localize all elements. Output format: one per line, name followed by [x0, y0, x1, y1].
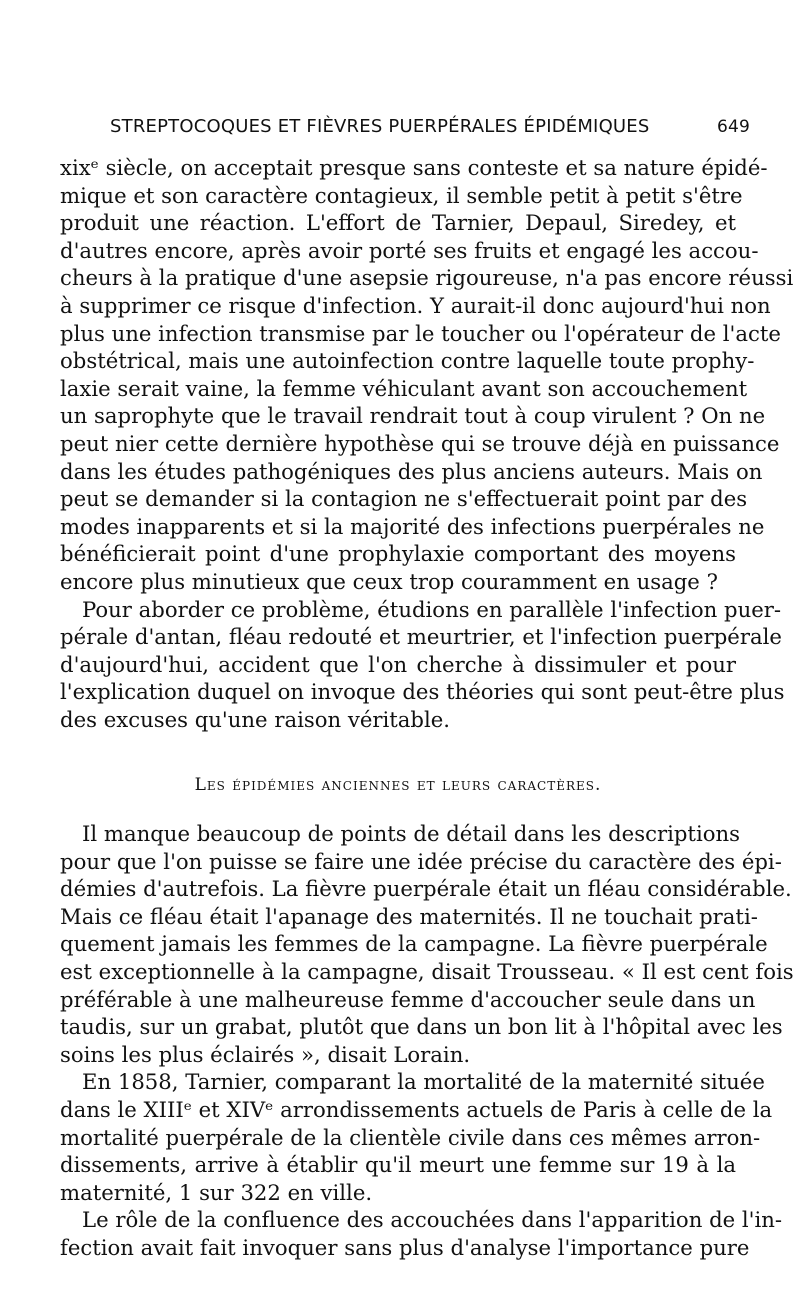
text-line: à supprimer ce risque d'infection. Y aurait-il donc aujourd'hui non — [60, 292, 771, 318]
body-text-top — [60, 154, 794, 733]
text-line: xixᵉ siècle, on acceptait presque sans conteste et sa nature épidé- — [60, 155, 768, 180]
text-line: taudis, sur un grabat, plutôt que dans un bon lit à l'hôpital avec les — [60, 1014, 783, 1040]
text-line: cheurs à la pratique d'une asepsie rigoureuse, n'a pas encore réussi — [60, 265, 794, 291]
text-line: un saprophyte que le travail rendrait tout à coup virulent ? On ne — [60, 403, 766, 429]
text-line: mortalité puerpérale de la clientèle civile dans ces mêmes arron- — [60, 1124, 761, 1150]
running-head — [110, 116, 750, 137]
text-line: d'aujourd'hui, accident que l'on cherche à dissimuler et pour — [60, 651, 736, 677]
text-line: En 1858, Tarnier, comparant la mortalité de la maternité située — [82, 1069, 765, 1095]
text-line: est exceptionnelle à la campagne, disait Trousseau. « Il est cent fois — [60, 958, 794, 984]
paragraph-problem — [60, 596, 785, 734]
text-line: des excuses qu'une raison véritable. — [60, 706, 451, 732]
body-text-bottom — [60, 820, 794, 1262]
text-line: l'explication duquel on invoque des théories qui sont peut-être plus — [60, 679, 785, 705]
text-line: pérale d'antan, fléau redouté et meurtrier, et l'infection puerpérale — [60, 624, 782, 650]
running-head-title: STREPTOCOQUES ET FIÈVRES PUERPÉRALES ÉPIDÉMIQUES — [110, 116, 650, 137]
paragraph-confluence — [60, 1206, 783, 1261]
text-line: plus une infection transmise par le toucher ou l'opérateur de l'acte — [60, 320, 781, 346]
paragraph-tarnier — [60, 1068, 773, 1206]
text-line: obstétrical, mais une autoinfection contre laquelle toute prophy- — [60, 348, 755, 374]
section-heading: Les épidémies anciennes et leurs caractères. — [194, 775, 602, 795]
text-line: mique et son caractère contagieux, il semble petit à petit s'être — [60, 182, 743, 208]
text-line: soins les plus éclairés », disait Lorain. — [60, 1041, 471, 1067]
text-line: préférable à une malheureuse femme d'accoucher seule dans un — [60, 986, 756, 1012]
text-line: produit une réaction. L'effort de Tarnier, Depaul, Siredey, et — [60, 210, 736, 236]
text-line: encore plus minutieux que ceux trop couramment en usage ? — [60, 568, 718, 594]
text-line: modes inapparents et si la majorité des infections puerpérales ne — [60, 513, 765, 539]
page-number: 649 — [716, 117, 750, 137]
text-line: d'autres encore, après avoir porté ses fruits et engagé les accou- — [60, 237, 759, 263]
text-line: peut nier cette dernière hypothèse qui se trouve déjà en puissance — [60, 430, 780, 456]
text-line: dans les études pathogéniques des plus anciens auteurs. Mais on — [60, 458, 763, 484]
text-line: Mais ce fléau était l'apanage des maternités. Il ne touchait prati- — [60, 903, 758, 929]
text-line: laxie serait vaine, la femme véhiculant avant son accouchement — [60, 375, 748, 401]
paragraph-continued — [60, 154, 794, 596]
text-line: fection avait fait invoquer sans plus d'analyse l'importance pure — [60, 1234, 750, 1260]
text-line: quement jamais les femmes de la campagne. La fièvre puerpérale — [60, 931, 768, 957]
text-line: Il manque beaucoup de points de détail dans les descriptions — [82, 821, 740, 846]
text-line: Pour aborder ce problème, étudions en parallèle l'infection puer- — [82, 596, 782, 622]
text-line: dissements, arrive à établir qu'il meurt une femme sur 19 à la — [60, 1152, 736, 1178]
text-line: Le rôle de la confluence des accouchées dans l'apparition de l'in- — [82, 1207, 783, 1233]
text-line: peut se demander si la contagion ne s'effectuerait point par des — [60, 486, 748, 512]
text-line: pour que l'on puisse se faire une idée précise du caractère des épi- — [60, 848, 782, 874]
text-line: maternité, 1 sur 322 en ville. — [60, 1179, 373, 1205]
text-line: dans le XIIIᵉ et XIVᵉ arrondissements actuels de Paris à celle de la — [60, 1096, 773, 1122]
text-line: démies d'autrefois. La fièvre puerpérale était un fléau considérable. — [60, 876, 792, 902]
paragraph-description — [60, 820, 794, 1068]
text-line: bénéficierait point d'une prophylaxie comportant des moyens — [60, 541, 736, 567]
